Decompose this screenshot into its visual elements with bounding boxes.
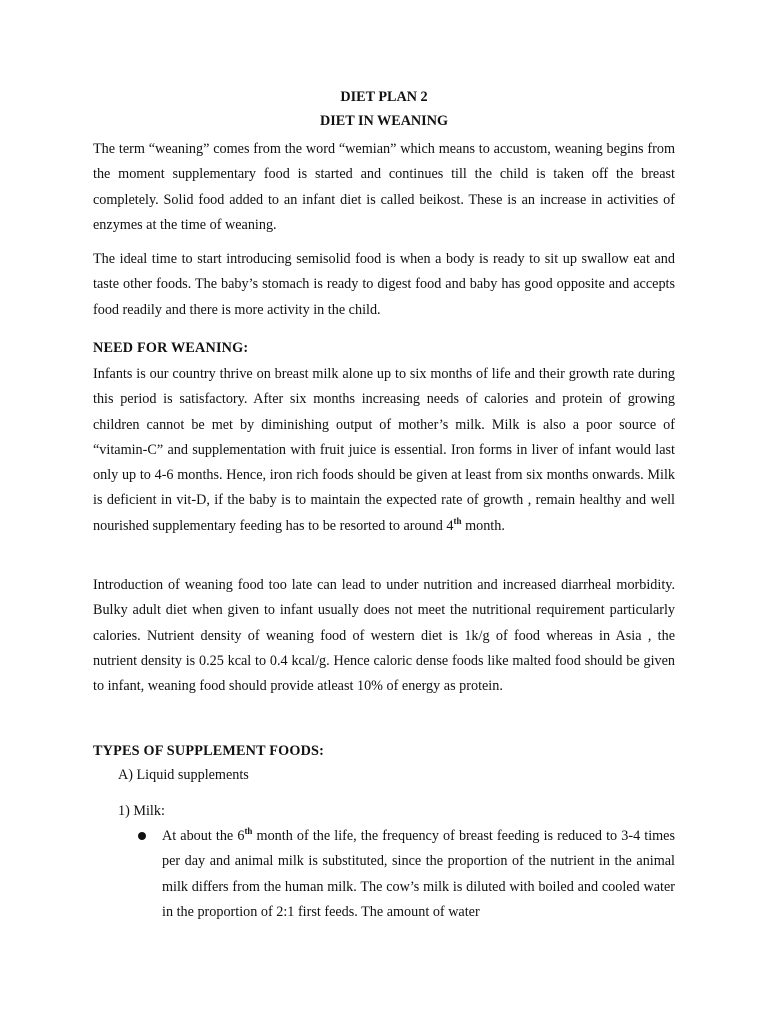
- bullet-text-main: month of the life, the frequency of breast feeding is reduced to 3-4 times per day and animal milk is substituted, since the proportion of the nutrient in the animal milk differs from the human milk. The cow’s milk is diluted with boiled and cooled water in the proportion of 2:1 first feeds. The amount of water: [162, 828, 675, 920]
- bullet-text: [162, 824, 675, 925]
- document-title: DIET PLAN 2: [340, 89, 428, 105]
- paragraph-ideal-time: The ideal time to start introducing semisolid food is when a body is ready to sit up swallow eat and taste other foods. The baby’s stomach is ready to digest food and baby has good opposite and accepts food readily and there is more activity in the child.: [93, 251, 675, 318]
- superscript-th: th: [244, 826, 253, 836]
- paragraph-need-text: Infants is our country thrive on breast milk alone up to six months of life and their growth rate during this period is satisfactory. After six months increasing needs of calories and protein of growing children cannot be met by diminishing output of mother’s milk. Milk is also a poor source of “vitamin-C” and supplementation with fruit juice is essential. Iron forms in liver of infant would last only up to 4-6 months. Hence, iron rich foods should be given at least from six months onwards. Milk is deficient in vit-D, if the baby is to maintain the expected rate of growth , remain healthy and well nourished supplementary feeding has to be resorted to around 4: [93, 366, 675, 534]
- bullet-icon: [138, 832, 146, 840]
- list-item-milk: 1) Milk:: [118, 803, 165, 819]
- document-subtitle: DIET IN WEANING: [320, 113, 448, 129]
- paragraph-need: [93, 362, 675, 539]
- paragraph-need-end: month.: [461, 517, 505, 534]
- heading-need-for-weaning: NEED FOR WEANING:: [93, 340, 249, 356]
- list-item-liquid-supplements: A) Liquid supplements: [118, 767, 249, 783]
- bullet-text-start: At about the 6: [162, 828, 245, 844]
- paragraph-introduction-late: Introduction of weaning food too late can lead to under nutrition and increased diarrheal morbidity. Bulky adult diet when given to infant usually does not meet the nutritional requirement particularly calories. Nutrient density of weaning food of western diet is 1k/g of food whereas in Asia , the nutrient density is 0.25 kcal to 0.4 kcal/g. Hence caloric dense foods like malted food should be given to infant, weaning food should provide atleast 10% of energy as protein.: [93, 577, 675, 695]
- heading-types-of-supplement-foods: TYPES OF SUPPLEMENT FOODS:: [93, 743, 325, 759]
- paragraph-intro: The term “weaning” comes from the word “wemian” which means to accustom, weaning begins from the moment supplementary food is started and continues till the child is taken off the breast completely. Solid food added to an infant diet is called beikost. These is an increase in activities of enzymes at the time of weaning.: [93, 141, 675, 233]
- superscript-th: th: [453, 515, 462, 526]
